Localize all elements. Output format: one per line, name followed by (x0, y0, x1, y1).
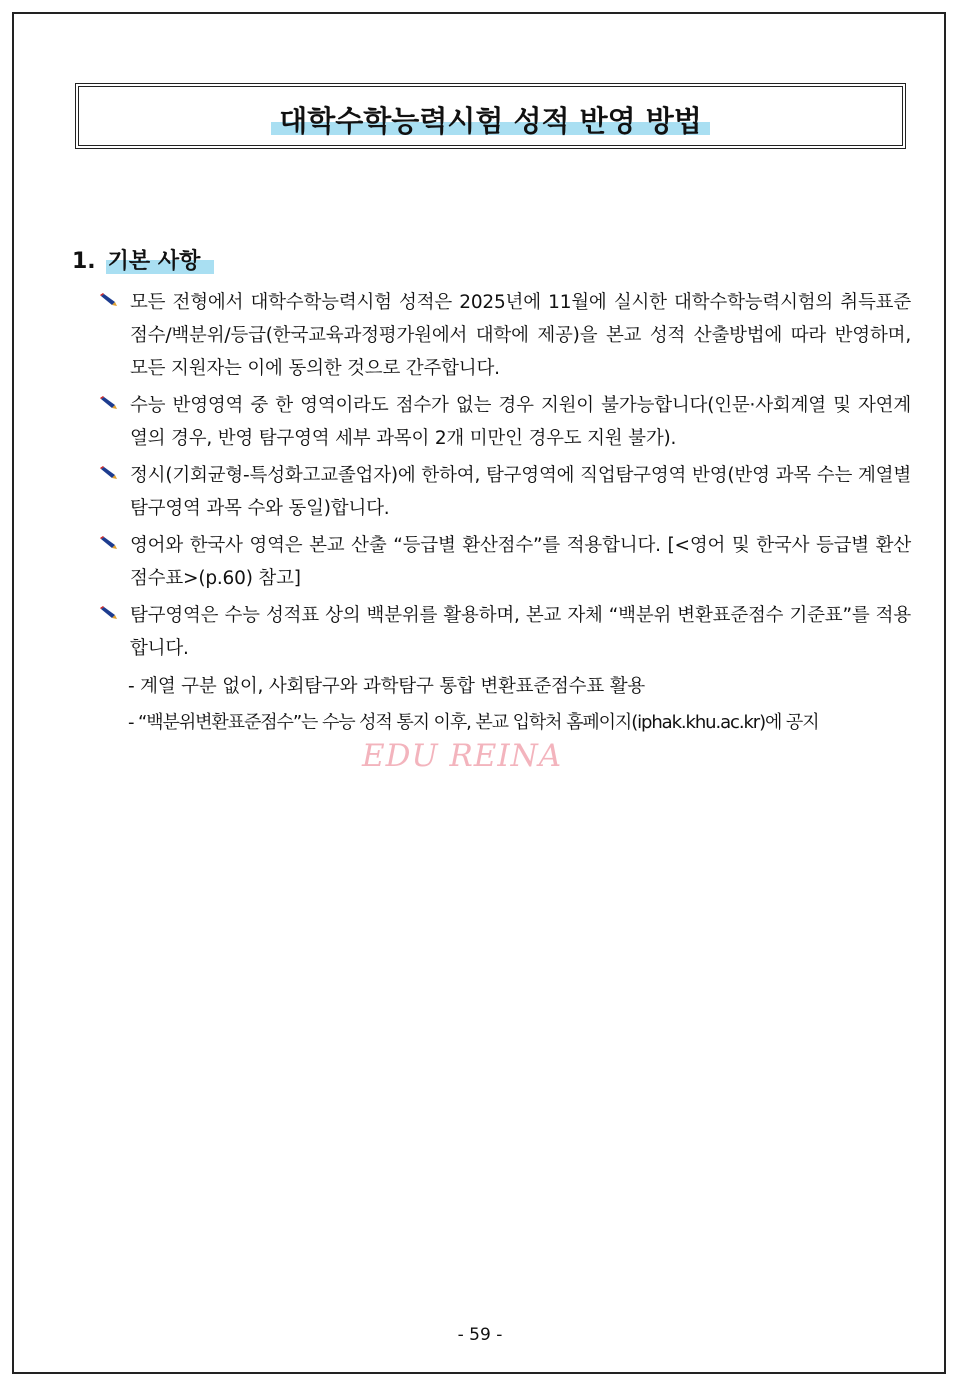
bullet-text: 정시(기회균형-특성화고교졸업자)에 한하여, 탐구영역에 직업탐구영역 반영(반영 과목 수는 계열별 탐구영역 과목 수와 동일)합니다. (130, 465, 911, 519)
pencil-icon (100, 606, 118, 620)
title-box (75, 83, 906, 149)
section-label: 기본 사항 (106, 249, 215, 274)
bullet-text: 영어와 한국사 영역은 본교 산출 “등급별 환산점수”를 적용합니다. [<영어 및 한국사 등급별 환산점수표>(p.60) 참고] (130, 535, 911, 589)
bullet-item (100, 459, 911, 525)
pencil-icon (100, 293, 118, 307)
bullet-text: 수능 반영영역 중 한 영역이라도 점수가 없는 경우 지원이 불가능합니다(인문·사회계열 및 자연계열의 경우, 반영 탐구영역 세부 과목이 2개 미만인 경우도 지원 불가). (130, 395, 911, 449)
bullet-item (100, 599, 911, 665)
page-number: - 59 - (457, 1325, 503, 1345)
bullet-item (100, 286, 911, 385)
content-body (100, 286, 911, 741)
bullet-text: 탐구영역은 수능 성적표 상의 백분위를 활용하며, 본교 자체 “백분위 변환표준점수 기준표”를 적용합니다. (130, 605, 911, 659)
bullet-item (100, 529, 911, 595)
bullet-item (100, 389, 911, 455)
pencil-icon (100, 466, 118, 480)
pencil-icon (100, 536, 118, 550)
section-number: 1. (72, 249, 96, 274)
sub-item: - “백분위변환표준점수”는 수능 성적 통지 이후, 본교 입학처 홈페이지(iphak.khu.ac.kr)에 공지 (128, 712, 819, 733)
bullet-text: 모든 전형에서 대학수학능력시험 성적은 2025년에 11월에 실시한 대학수학능력시험의 취득표준점수/백분위/등급(한국교육과정평가원에서 대학에 제공)을 본교 성적 산출방법에 따라 반영하며, 모든 지원자는 이에 동의한 것으로 간주합니다. (130, 292, 911, 379)
page-title: 대학수학능력시험 성적 반영 방법 (271, 102, 710, 138)
page-title-wrapper (76, 99, 905, 140)
sub-item: - 계열 구분 없이, 사회탐구와 과학탐구 통합 변환표준점수표 활용 (128, 676, 646, 697)
pencil-icon (100, 396, 118, 410)
section-heading (72, 244, 214, 275)
watermark: EDU REINA (362, 738, 563, 774)
